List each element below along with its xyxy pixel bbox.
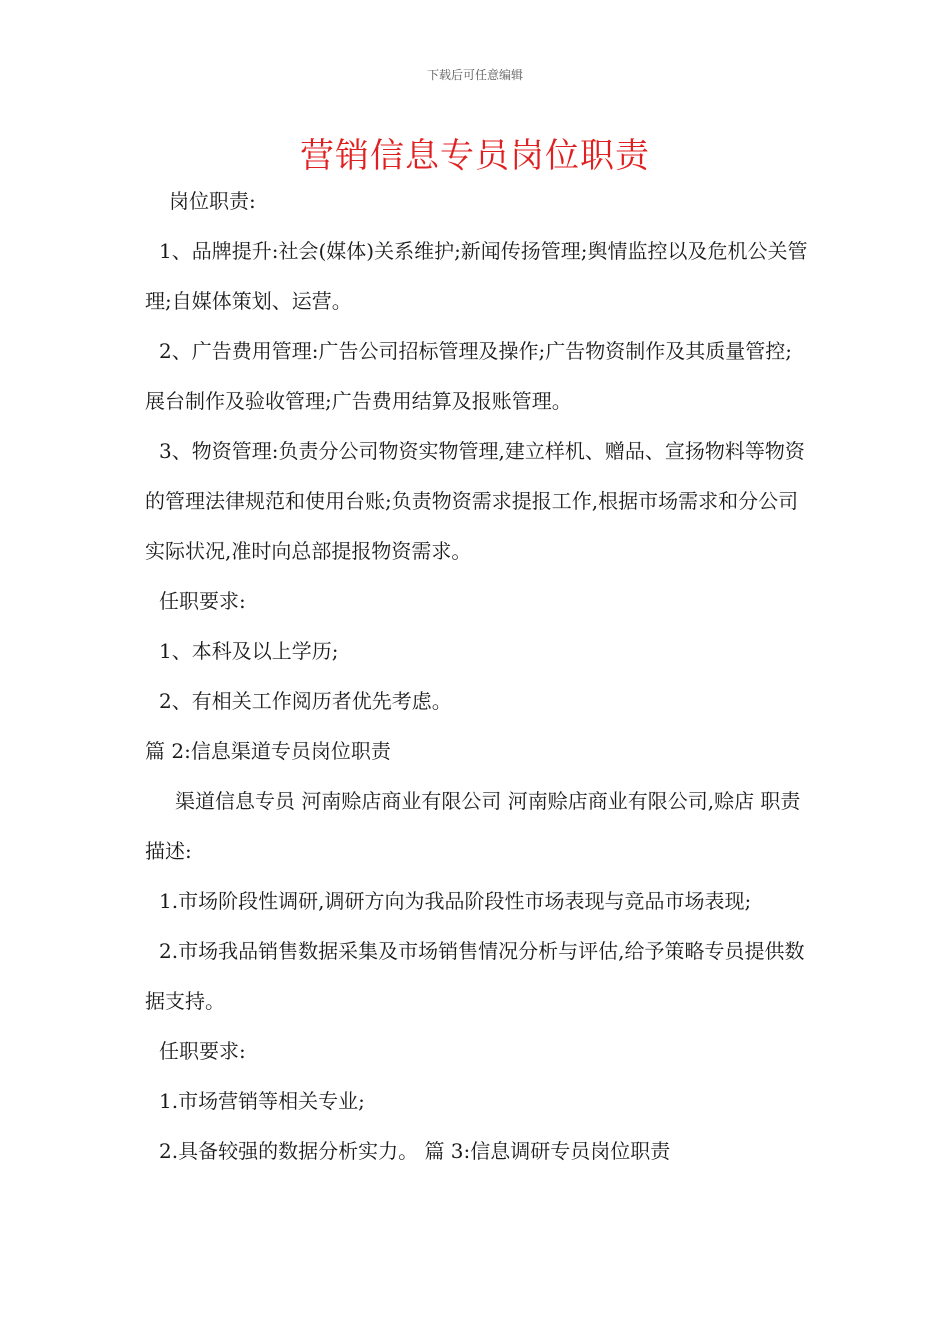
header-note: 下载后可任意编辑	[426, 68, 523, 82]
description-item-1: 1.市场阶段性调研,调研方向为我品阶段性市场表现与竞品市场表现;	[159, 889, 752, 913]
chapter-heading-2: 篇 2:信息渠道专员岗位职责	[145, 739, 391, 763]
requirement-item-1: 1、本科及以上学历;	[159, 639, 339, 663]
document-title: 营销信息专员岗位职责	[300, 136, 650, 176]
requirement2-item-2: 2.具备较强的数据分析实力。 篇 3:信息调研专员岗位职责	[159, 1139, 671, 1163]
duty-item-3: 3、物资管理:负责分公司物资实物管理,建立样机、赠品、宣扬物料等物资的管理法律规范和使用台账;负责物资需求提报工作,根据市场需求和分公司实际状况,准时向总部提报物资需求。	[145, 439, 805, 563]
duty-item-2: 2、广告费用管理:广告公司招标管理及操作;广告物资制作及其质量管控;展台制作及验收管理;广告费用结算及报账管理。	[145, 339, 792, 413]
section-heading-requirements: 任职要求:	[159, 589, 246, 613]
section-heading-duties: 岗位职责:	[169, 189, 256, 213]
job-intro: 渠道信息专员 河南赊店商业有限公司 河南赊店商业有限公司,赊店 职责描述:	[145, 789, 801, 863]
requirement2-item-1: 1.市场营销等相关专业;	[159, 1089, 365, 1113]
requirement-item-2: 2、有相关工作阅历者优先考虑。	[159, 689, 452, 713]
section-heading-requirements-2: 任职要求:	[159, 1039, 246, 1063]
document-body	[145, 176, 810, 1176]
description-item-2: 2.市场我品销售数据采集及市场销售情况分析与评估,给予策略专员提供数据支持。	[145, 939, 805, 1013]
duty-item-1: 1、品牌提升:社会(媒体)关系维护;新闻传扬管理;舆情监控以及危机公关管理;自媒体策划、运营。	[145, 239, 808, 313]
